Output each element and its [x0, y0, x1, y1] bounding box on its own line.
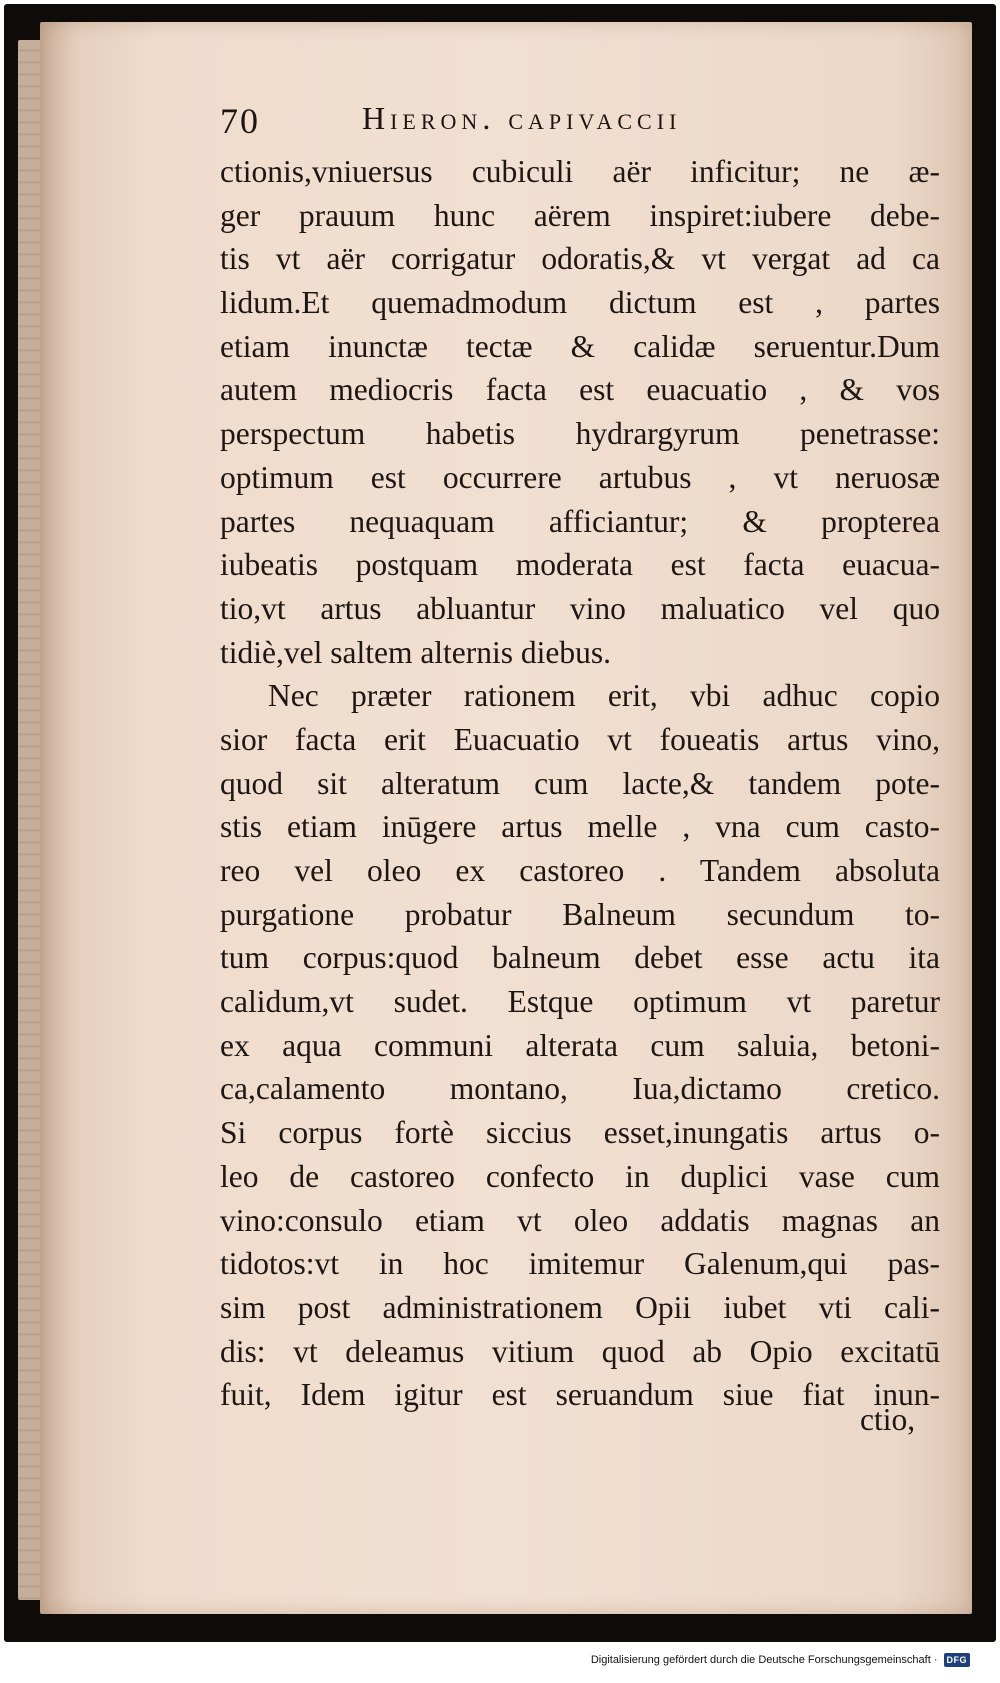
text-line: Si corpus fortè siccius esset,inungatis artus o-: [220, 1115, 940, 1151]
page-number: 70: [220, 101, 260, 141]
text-line: calidum,vt sudet. Estque optimum vt paretur: [220, 984, 940, 1020]
text-line: tidiè,vel saltem alternis diebus.: [220, 634, 612, 670]
text-line: vino:consulo etiam vt oleo addatis magnas an: [220, 1202, 940, 1238]
text-line: ex aqua communi alterata cum saluia, betoni-: [220, 1027, 940, 1063]
text-line: stis etiam inūgere artus melle , vna cum casto-: [220, 809, 940, 845]
text-line: autem mediocris facta est euacuatio , & vos: [220, 372, 940, 408]
text-line: tio,vt artus abluantur vino maluatico vel quo: [220, 590, 940, 626]
text-line: etiam inunctæ tectæ & calidæ seruentur.Dum: [220, 328, 940, 364]
text-line: reo vel oleo ex castoreo . Tandem absoluta: [220, 853, 940, 888]
credit-text: Digitalisierung gefördert durch die Deutsche Forschungsgemeinschaft ·: [590, 1654, 938, 1666]
text-line: iubeatis postquam moderata est facta euacua-: [220, 547, 940, 583]
text-line: tis vt aër corrigatur odoratis,& vt vergat ad ca: [220, 241, 940, 277]
text-line: leo de castoreo confecto in duplici vase cum: [220, 1158, 940, 1194]
text-line: sior facta erit Euacuatio vt foueatis artus vino,: [220, 721, 940, 757]
text-line: ctionis,vniuersus cubiculi aër inficitur; ne æ-: [220, 154, 940, 189]
digitization-credit: [591, 1647, 970, 1673]
text-line: tum corpus:quod balneum debet esse actu ita: [220, 940, 940, 976]
dfg-logo-icon: DFG: [944, 1653, 971, 1667]
text-line: fuit, Idem igitur est seruandum siue fiat inun-: [220, 1377, 940, 1413]
text-line: sim post administrationem Opii iubet vti cali-: [220, 1289, 940, 1325]
text-line: optimum est occurrere artubus , vt neruosæ: [220, 459, 940, 495]
text-line: perspectum habetis hydrargyrum penetrasse:: [220, 416, 940, 452]
text-line: ger prauum hunc aërem inspiret:iubere debe-: [220, 197, 940, 233]
text-line: partes nequaquam afficiantur; & propterea: [220, 503, 940, 539]
text-line: Nec præter rationem erit, vbi adhuc copio: [268, 678, 940, 714]
running-head: Hieron. capivaccii: [362, 100, 682, 136]
text-line: quod sit alteratum cum lacte,& tandem pote-: [220, 765, 940, 801]
text-line: dis: vt deleamus vitium quod ab Opio excitatū: [220, 1333, 940, 1369]
catchword: ctio,: [860, 1402, 916, 1437]
body-text: [220, 150, 940, 1417]
text-line: lidum.Et quemadmodum dictum est , partes: [220, 285, 940, 321]
text-line: tidotos:vt in hoc imitemur Galenum,qui pas-: [220, 1246, 940, 1282]
text-line: purgatione probatur Balneum secundum to-: [220, 896, 940, 932]
text-line: ca,calamento montano, Iua,dictamo cretico.: [220, 1071, 940, 1107]
